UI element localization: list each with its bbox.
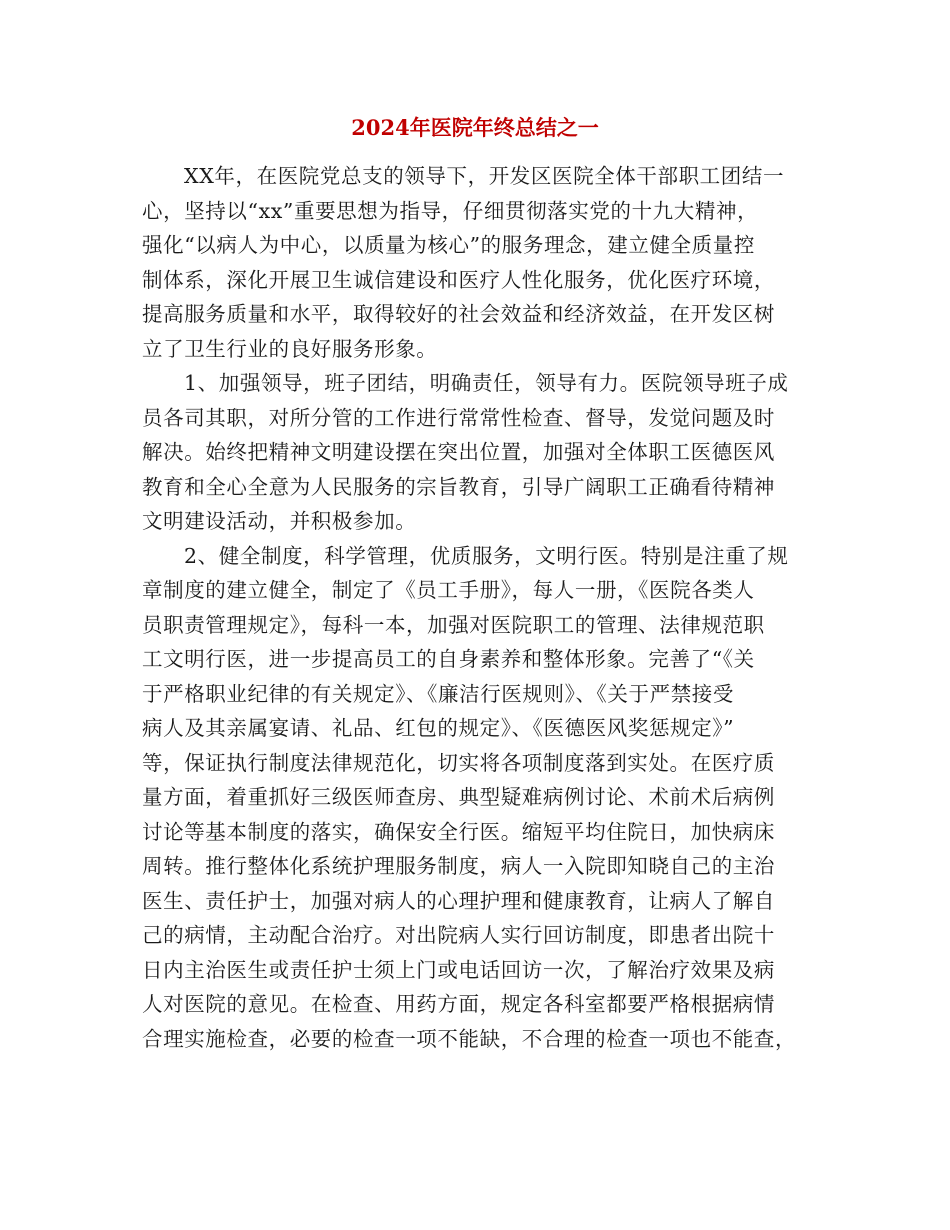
text-line: 病人及其亲属宴请、礼品、红包的规定》、《医德医风奖惩规定》” — [142, 716, 735, 740]
text-line: 章制度的建立健全，制定了《员工手册》，每人一册，《医院各类人 — [142, 578, 755, 602]
text-line: 强化“以病人为中心，以质量为核心”的服务理念，建立健全质量控 — [142, 233, 755, 257]
text-line: 立了卫生行业的良好服务形象。 — [142, 336, 438, 361]
text-line: 员各司其职，对所分管的工作进行常常性检查、督导，发觉问题及时 — [142, 405, 775, 430]
text-line: XX年，在医院党总支的领导下，开发区医院全体干部职工团结一 — [184, 164, 785, 188]
text-line: 工文明行医，进一步提高员工的自身素养和整体形象。完善了“《关 — [142, 647, 755, 671]
text-line: 心，坚持以“xx”重要思想为指导，仔细贯彻落实党的十九大精神， — [142, 198, 759, 223]
paragraph-systems — [142, 539, 808, 1057]
text-line: 2、健全制度，科学管理，优质服务，文明行医。特别是注重了规 — [184, 543, 789, 568]
text-line: 教育和全心全意为人民服务的宗旨教育，引导广阔职工正确看待精神 — [142, 474, 775, 499]
text-line: 制体系，深化开展卫生诚信建设和医疗人性化服务，优化医疗环境， — [142, 267, 775, 292]
text-line: 文明建设活动，并积极参加。 — [142, 509, 417, 533]
text-line: 己的病情，主动配合治疗。对出院病人实行回访制度，即患者出院十 — [142, 923, 775, 947]
text-line: 量方面，着重抓好三级医师查房、典型疑难病例讨论、术前术后病例 — [142, 785, 775, 809]
text-line: 解决。始终把精神文明建设摆在突出位置，加强对全体职工医德医风 — [142, 440, 775, 464]
text-line: 员职责管理规定》，每科一本，加强对医院职工的管理、法律规范职 — [142, 612, 765, 637]
paragraph-leadership — [142, 366, 808, 539]
text-line: 提高服务质量和水平，取得较好的社会效益和经济效益，在开发区树 — [142, 302, 775, 326]
text-line: 周转。推行整体化系统护理服务制度，病人一入院即知晓自己的主治 — [142, 854, 775, 878]
text-line: 日内主治医生或责任护士须上门或电话回访一次，了解治疗效果及病 — [142, 957, 775, 982]
text-line: 讨论等基本制度的落实，确保安全行医。缩短平均住院日，加快病床 — [142, 819, 775, 844]
text-line: 人对医院的意见。在检查、用药方面，规定各科室都要严格根据病情 — [142, 992, 775, 1016]
text-line: 合理实施检查，必要的检查一项不能缺，不合理的检查一项也不能查， — [142, 1026, 797, 1051]
text-line: 等，保证执行制度法律规范化，切实将各项制度落到实处。在医疗质 — [142, 750, 775, 775]
text-line: 医生、责任护士，加强对病人的心理护理和健康教育，让病人了解自 — [142, 888, 775, 913]
paragraph-intro — [142, 159, 808, 366]
text-line: 1、加强领导，班子团结，明确责任，领导有力。医院领导班子成 — [184, 371, 789, 395]
document-title: 2024年医院年终总结之一 — [351, 115, 599, 140]
document-body — [142, 159, 808, 1056]
text-line: 于严格职业纪律的有关规定》、《廉洁行医规则》、《关于严禁接受 — [142, 681, 734, 706]
